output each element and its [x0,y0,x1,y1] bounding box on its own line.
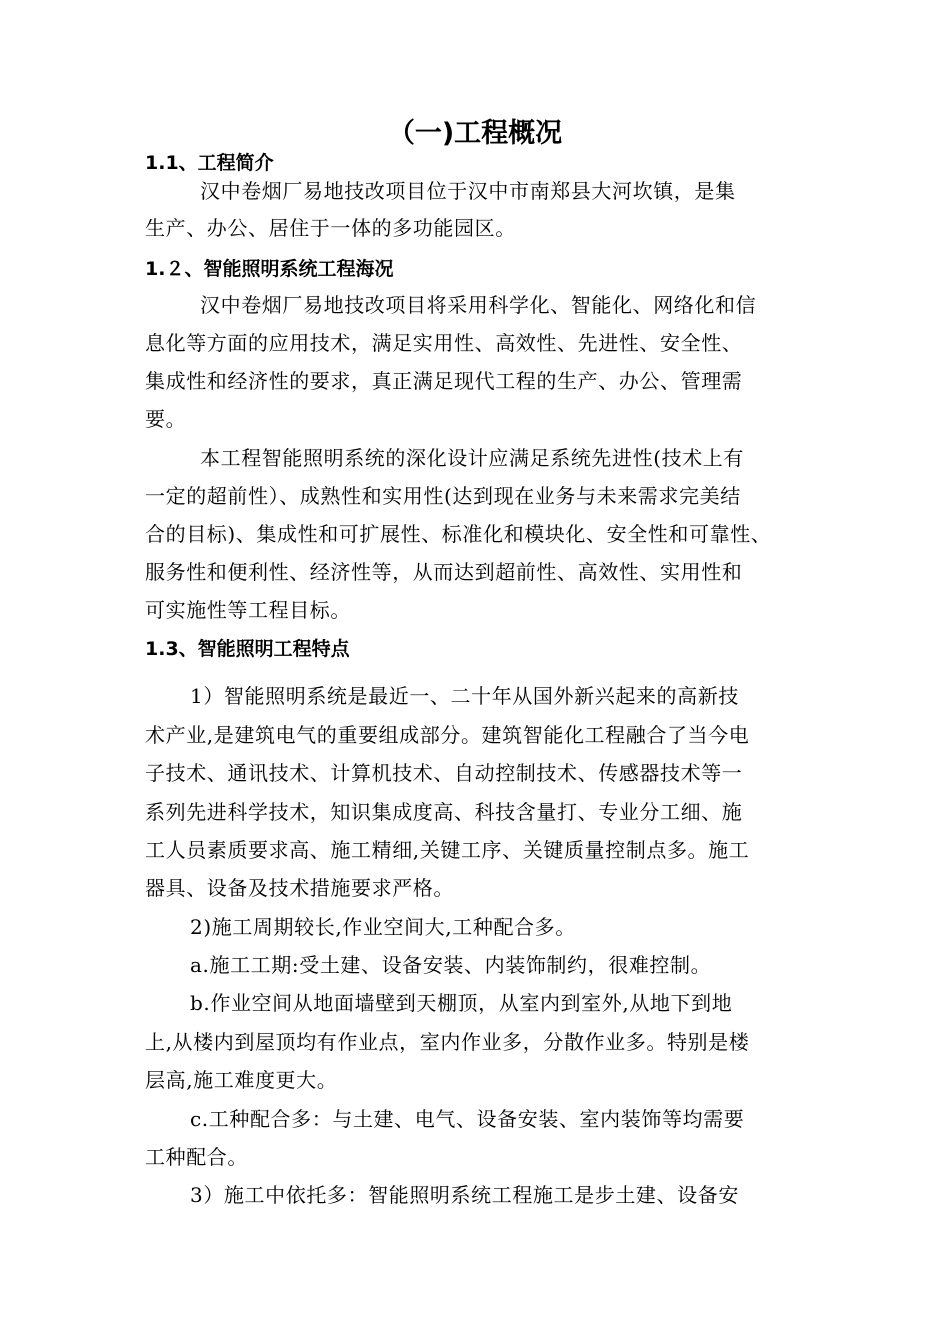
document-title: （一)工程概况 [387,118,563,149]
paragraph-line: 术产业,是建筑电气的重要组成部分。建筑智能化工程融合了当今电 [145,723,750,747]
section-heading-1-2: 1.２、智能照明系统工程海况 [145,258,394,280]
section-heading-1-1: 1.1、工程简介 [145,152,274,174]
paragraph-line: 一定的超前性）、成熟性和实用性(达到现在业务与未来需求完美结 [145,484,741,508]
paragraph-line: 生产、办公、居住于一体的多功能园区。 [145,216,516,240]
paragraph-line: c.工种配合多：与土建、电气、设备安装、室内装饰等均需要 [190,1107,745,1131]
paragraph-line: 要。 [145,407,187,431]
section-heading-1-3: 1.3、智能照明工程特点 [145,638,350,660]
paragraph-line: 3）施工中依托多：智能照明系统工程施工是步土建、设备安 [190,1183,739,1207]
paragraph-line: 可实施性等工程目标。 [145,598,351,622]
paragraph-line: 系列先进科学技术，知识集成度高、科技含量打、专业分工细、施 [145,800,743,824]
paragraph-line: 1）智能照明系统是最近一、二十年从国外新兴起来的高新技 [190,684,739,708]
paragraph-line: 工人员素质要求高、施工精细,关键工序、关键质量控制点多。施工 [145,838,750,862]
paragraph-line: 子技术、通讯技术、计算机技术、自动控制技术、传感器技术等一 [145,761,743,785]
paragraph-line: 服务性和便利性、经济性等，从而达到超前性、高效性、实用性和 [145,560,743,584]
paragraph-line: 本工程智能照明系统的深化设计应满足系统先进性(技术上有 [200,446,745,470]
paragraph-line: 层高,施工难度更大。 [145,1068,338,1092]
paragraph-line: 2)施工周期较长,作业空间大,工种配合多。 [190,915,576,939]
paragraph-line: 汉中卷烟厂易地技改项目将采用科学化、智能化、网络化和信 [200,293,757,317]
paragraph-line: 集成性和经济性的要求，真正满足现代工程的生产、办公、管理需 [145,369,743,393]
paragraph-line: 上,从楼内到屋顶均有作业点，室内作业多，分散作业多。特别是楼 [145,1030,750,1054]
paragraph-line: 器具、设备及技术措施要求严格。 [145,876,454,900]
paragraph-line: a.施工工期:受土建、设备安装、内装饰制约，很难控制。 [190,953,712,977]
paragraph-line: 汉中卷烟厂易地技改项目位于汉中市南郑县大河坎镇，是集 [200,179,736,203]
paragraph-line: 合的目标)、集成性和可扩展性、标准化和模块化、安全性和可靠性、 [145,522,772,546]
paragraph-line: 息化等方面的应用技术，满足实用性、高效性、先进性、安全性、 [145,331,743,355]
paragraph-line: b.作业空间从地面墙壁到天棚顶，从室内到室外,从地下到地 [190,991,733,1015]
paragraph-line: 工种配合。 [145,1145,248,1169]
